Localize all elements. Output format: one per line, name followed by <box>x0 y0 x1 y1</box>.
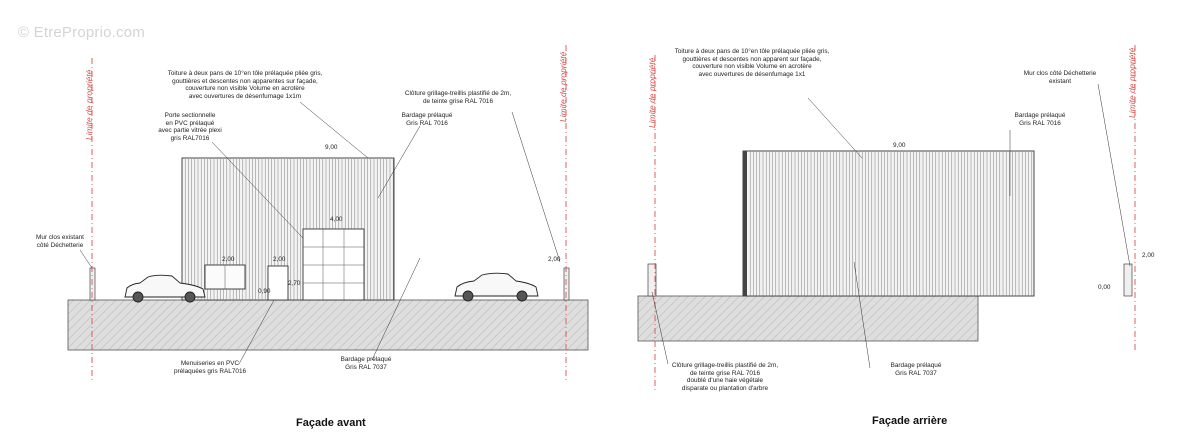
front-cladding-note: Bardage prélaqué Gris RAL 7016 <box>401 112 453 127</box>
rear-dim-fence: 2,00 <box>1142 252 1155 259</box>
rear-fence-note: Clôture grillage-treillis plastifié de 2m, de teinte grise RAL 7016 doublé d'une haie végétale disparate ou plantation d'arbre <box>671 362 779 392</box>
front-personnel-door <box>268 266 288 300</box>
front-roof-note: Toiture à deux pans de 10°en tôle prélaquée pliée gris, gouttières et descentes non apparentes sur façade, couverture non visible Volume en acrotère avec ouvertures de désenfumage 1x1m <box>167 70 323 100</box>
rear-cladding-note: Bardage prélaqué Gris RAL 7016 <box>1014 112 1066 127</box>
front-ground <box>68 300 588 350</box>
rear-dim-height: 9,00 <box>893 142 906 149</box>
rear-property-limit-left-label: Limite de propriété <box>647 57 657 128</box>
front-property-limit-right-label: Limite de propriété <box>558 51 568 122</box>
front-dim-window: 2,00 <box>222 256 235 263</box>
rear-title: Façade arrière <box>872 415 948 427</box>
front-base-cladding-note: Bardage prélaqué Gris RAL 7037 <box>340 356 392 371</box>
rear-property-limit-right-label: Limite de propriété <box>1127 47 1137 118</box>
front-dim-door-c: 2,70 <box>288 280 301 287</box>
rear-dim-ground: 0,00 <box>1098 284 1111 291</box>
watermark: © EtreProprio.com <box>18 24 145 41</box>
rear-ground <box>638 296 978 341</box>
front-fence-right <box>564 268 569 300</box>
front-property-limit-left-label: Limite de propriété <box>84 69 94 140</box>
front-dim-door-width: 4,00 <box>330 216 343 223</box>
front-fence-note: Clôture grillage-treillis plastifié de 2m, de teinte grise RAL 7016 <box>404 90 512 105</box>
front-wall-left <box>90 268 95 300</box>
rear-roof-note: Toiture à deux pans de 10°en tôle prélaquée pliée gris, gouttières et descentes non apparent sur façade, couverture non visible Volume en acrotère avec ouvertures de désenfumage 1x1 <box>674 48 830 78</box>
front-wall-note: Mur clos existant côté Déchetterie <box>36 234 84 249</box>
front-title: Façade avant <box>296 417 366 429</box>
front-dim-fence: 2,00 <box>548 256 561 263</box>
rear-wall-right <box>1124 264 1132 296</box>
front-dim-door-b: 0,90 <box>258 288 271 295</box>
front-door-note: Porte sectionnelle en PVC prélaqué avec partie vitrée plexi gris RAL7016 <box>158 112 222 142</box>
front-joinery-note: Menuiseries en PVC prélaquées gris RAL7016 <box>173 360 247 375</box>
front-dim-door-a: 2,00 <box>273 256 286 263</box>
rear-facade <box>638 45 1135 392</box>
front-sectional-door <box>303 229 364 300</box>
rear-wall-note: Mur clos côté Déchetterie existant <box>1023 70 1097 85</box>
rear-base-cladding-note: Bardage prélaqué Gris RAL 7037 <box>890 362 942 377</box>
front-dim-height: 9,00 <box>325 144 338 151</box>
front-car-right <box>455 273 538 301</box>
